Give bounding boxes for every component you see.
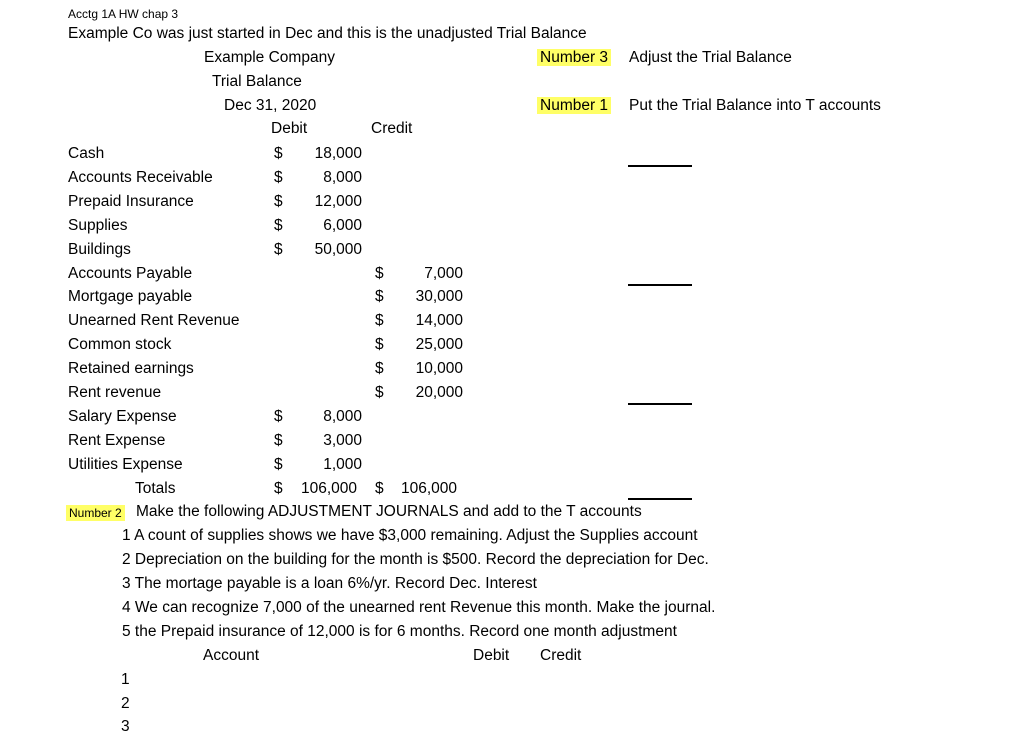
report-date: Dec 31, 2020 bbox=[224, 97, 317, 114]
debit-dollar-sign: $ bbox=[274, 145, 283, 162]
credit-dollar-sign: $ bbox=[375, 336, 384, 353]
debit-dollar-sign: $ bbox=[274, 408, 283, 425]
intro-text: Example Co was just started in Dec and this is the unadjusted Trial Balance bbox=[68, 25, 587, 42]
credit-amount: 14,000 bbox=[415, 312, 463, 329]
account-name: Rent revenue bbox=[68, 384, 162, 401]
credit-dollar-sign: $ bbox=[375, 360, 384, 377]
debit-amount: 6,000 bbox=[323, 217, 362, 234]
debit-dollar-sign: $ bbox=[274, 193, 283, 210]
account-name: Accounts Payable bbox=[68, 265, 193, 282]
debit-amount: 8,000 bbox=[323, 408, 362, 425]
report-title: Trial Balance bbox=[212, 73, 302, 90]
credit-amount: 30,000 bbox=[415, 288, 463, 305]
number3-text: Adjust the Trial Balance bbox=[629, 49, 792, 66]
adjustment-3: 3 The mortage payable is a loan 6%/yr. Record Dec. Interest bbox=[122, 575, 537, 592]
credit-amount: 20,000 bbox=[415, 384, 463, 401]
account-name: Retained earnings bbox=[68, 360, 194, 377]
account-name: Common stock bbox=[68, 336, 172, 353]
answer-line-1 bbox=[628, 165, 692, 167]
credit-dollar-sign: $ bbox=[375, 288, 384, 305]
account-name: Prepaid Insurance bbox=[68, 193, 194, 210]
account-name: Buildings bbox=[68, 241, 131, 258]
account-name: Utilities Expense bbox=[68, 456, 183, 473]
credit-header: Credit bbox=[371, 120, 413, 137]
debit-amount: 8,000 bbox=[323, 169, 362, 186]
debit-dollar-sign: $ bbox=[274, 432, 283, 449]
debit-amount: 50,000 bbox=[314, 241, 362, 258]
debit-amount: 18,000 bbox=[314, 145, 362, 162]
account-name: Mortgage payable bbox=[68, 288, 193, 305]
account-name: Unearned Rent Revenue bbox=[68, 312, 240, 329]
debit-dollar-sign: $ bbox=[274, 169, 283, 186]
credit-dollar-sign: $ bbox=[375, 312, 384, 329]
account-name: Supplies bbox=[68, 217, 128, 234]
adjustment-1: 1 A count of supplies shows we have $3,000 remaining. Adjust the Supplies account bbox=[122, 527, 698, 544]
journal-entry-number: 1 bbox=[121, 671, 130, 688]
journal-entry-number: 3 bbox=[121, 718, 130, 735]
debit-dollar-sign: $ bbox=[274, 456, 283, 473]
course-title: Acctg 1A HW chap 3 bbox=[68, 7, 179, 21]
debit-amount: 3,000 bbox=[323, 432, 362, 449]
number2-label: Number 2 bbox=[66, 503, 125, 523]
debit-dollar-sign: $ bbox=[274, 241, 283, 258]
credit-dollar-sign: $ bbox=[375, 384, 384, 401]
totals-credit: 106,000 bbox=[401, 480, 458, 497]
debit-header: Debit bbox=[271, 120, 308, 137]
number1-label: Number 1 bbox=[537, 96, 611, 116]
account-name: Rent Expense bbox=[68, 432, 166, 449]
totals-debit-sign: $ bbox=[274, 480, 283, 497]
credit-amount: 10,000 bbox=[415, 360, 463, 377]
debit-dollar-sign: $ bbox=[274, 217, 283, 234]
totals-debit: 106,000 bbox=[301, 480, 358, 497]
adjustment-5: 5 the Prepaid insurance of 12,000 is for 6 months. Record one month adjustment bbox=[122, 623, 677, 640]
debit-amount: 12,000 bbox=[314, 193, 362, 210]
credit-dollar-sign: $ bbox=[375, 265, 384, 282]
totals-label: Totals bbox=[135, 480, 176, 497]
journal-entry-number: 2 bbox=[121, 695, 130, 712]
adjustment-4: 4 We can recognize 7,000 of the unearned rent Revenue this month. Make the journal. bbox=[122, 599, 716, 616]
account-name: Salary Expense bbox=[68, 408, 177, 425]
totals-credit-sign: $ bbox=[375, 480, 384, 497]
credit-amount: 7,000 bbox=[424, 265, 463, 282]
number1-text: Put the Trial Balance into T accounts bbox=[629, 97, 881, 114]
journal-account-header: Account bbox=[203, 647, 260, 664]
number3-label: Number 3 bbox=[537, 48, 611, 68]
adjustment-2: 2 Depreciation on the building for the month is $500. Record the depreciation for Dec. bbox=[122, 551, 709, 568]
journal-debit-header: Debit bbox=[473, 647, 510, 664]
answer-line-4 bbox=[628, 498, 692, 500]
account-name: Cash bbox=[68, 145, 105, 162]
answer-line-2 bbox=[628, 284, 692, 286]
company-name: Example Company bbox=[204, 49, 335, 66]
credit-amount: 25,000 bbox=[415, 336, 463, 353]
number2-text: Make the following ADJUSTMENT JOURNALS and add to the T accounts bbox=[136, 503, 642, 520]
journal-credit-header: Credit bbox=[540, 647, 582, 664]
debit-amount: 1,000 bbox=[323, 456, 362, 473]
account-name: Accounts Receivable bbox=[68, 169, 213, 186]
answer-line-3 bbox=[628, 403, 692, 405]
